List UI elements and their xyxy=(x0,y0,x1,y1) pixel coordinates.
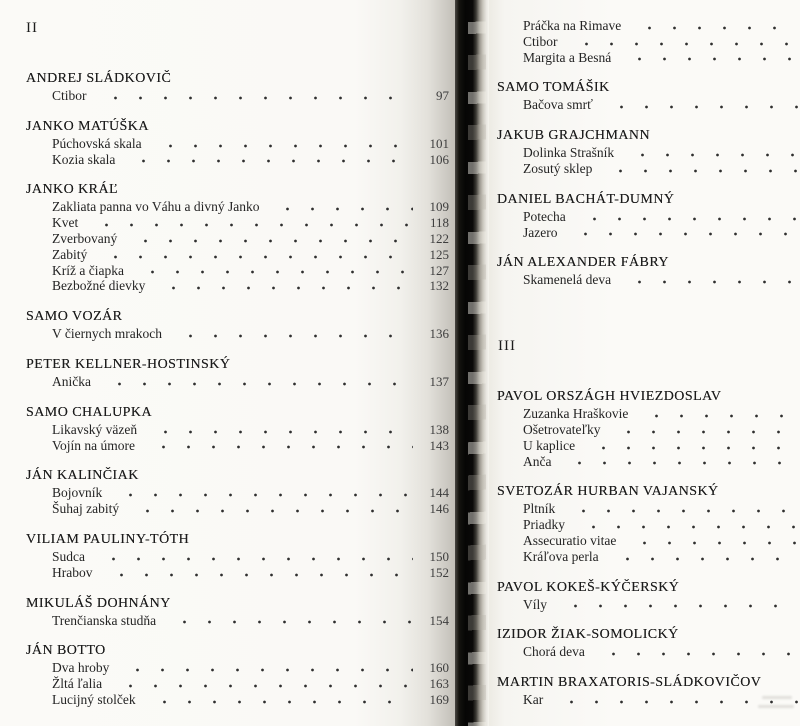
author-name: ANDREJ SLÁDKOVIČ xyxy=(26,71,172,86)
work-title: Zverbovaný xyxy=(52,230,118,246)
author-name: SAMO VOZÁR xyxy=(26,309,123,325)
work-title: Ctibor xyxy=(52,88,87,103)
toc-work-row xyxy=(497,406,800,422)
toc-work-row xyxy=(497,422,800,438)
toc-work-row xyxy=(497,50,800,66)
work-title: Bezbožné dievky xyxy=(52,278,146,294)
toc-entry xyxy=(26,467,449,517)
work-title: Zakliata panna vo Váhu a divný Janko xyxy=(52,199,260,215)
dot-leader xyxy=(108,485,413,501)
dot-leader xyxy=(93,247,413,263)
author-name: SAMO TOMÁŠIK xyxy=(497,80,610,96)
right-page-entries-part3 xyxy=(497,388,800,708)
dot-leader xyxy=(634,406,798,422)
toc-work-row xyxy=(26,374,449,390)
page-number: 138 xyxy=(429,421,449,437)
toc-work-row xyxy=(26,278,449,294)
section-label-iii: III xyxy=(498,338,516,355)
toc-work-row xyxy=(497,34,800,50)
author-name: JÁN KALINČIAK xyxy=(26,468,139,484)
author-name: IZIDOR ŽIAK-SOMOLICKÝ xyxy=(497,627,679,643)
work-title: Kríž a čiapka xyxy=(52,262,124,278)
toc-work-row xyxy=(497,272,800,288)
toc-work-row xyxy=(497,501,800,517)
work-title: Assecuratio vitae xyxy=(523,532,617,548)
work-title: Kozia skala xyxy=(52,151,116,167)
toc-work-row xyxy=(26,613,449,629)
dot-leader xyxy=(617,50,798,66)
toc-entry xyxy=(26,70,449,104)
toc-work-row xyxy=(497,438,800,454)
author-name: JÁN BOTTO xyxy=(26,643,106,659)
dot-leader xyxy=(557,454,798,470)
dot-leader xyxy=(142,692,413,708)
toc-work-row xyxy=(26,88,449,104)
section-label-ii: II xyxy=(26,20,38,36)
toc-work-row xyxy=(497,517,800,533)
work-title: Zosutý sklep xyxy=(523,160,593,176)
toc-entry xyxy=(497,254,800,288)
author-name: PAVOL KOKEŠ-KÝČERSKÝ xyxy=(497,579,680,595)
work-title: Skamenelá deva xyxy=(523,272,612,288)
dot-leader xyxy=(598,161,798,177)
work-title: Púchovská skala xyxy=(52,135,142,151)
work-title: Lucijný stolček xyxy=(52,691,136,707)
author-name: JAKUB GRAJCHMANN xyxy=(497,128,651,144)
toc-work-row xyxy=(26,247,449,263)
dot-leader xyxy=(581,438,798,454)
dot-leader xyxy=(620,145,798,161)
dot-leader xyxy=(97,374,413,390)
dot-leader xyxy=(571,517,798,533)
toc-entry xyxy=(497,127,800,177)
toc-work-row xyxy=(26,199,449,215)
work-title: Dolinka Strašník xyxy=(523,145,615,161)
toc-entry xyxy=(26,181,449,294)
work-title: Kráľova perla xyxy=(523,548,599,564)
dot-leader xyxy=(265,199,413,215)
toc-work-row xyxy=(26,501,449,517)
toc-entry xyxy=(497,191,800,241)
work-title: Víly xyxy=(523,596,548,612)
toc-entry xyxy=(497,388,800,469)
dot-leader xyxy=(93,88,413,104)
work-title: Anička xyxy=(52,373,91,389)
page-number: 118 xyxy=(429,215,449,231)
toc-work-row xyxy=(26,215,449,231)
dot-leader xyxy=(125,501,413,517)
dot-leader xyxy=(84,215,413,231)
author-name: MARTIN BRAXATORIS-SLÁDKOVIČOV xyxy=(497,675,762,691)
author-name: JÁN ALEXANDER FÁBRY xyxy=(497,255,669,271)
page-number: 136 xyxy=(429,326,449,342)
toc-work-row xyxy=(26,152,449,168)
work-title: Žltá ľalia xyxy=(52,676,103,692)
work-title: U kaplice xyxy=(523,437,576,453)
work-title: Ctibor xyxy=(523,33,558,49)
toc-work-row xyxy=(497,533,800,549)
author-name: JANKO KRÁĽ xyxy=(26,182,118,198)
toc-entry xyxy=(26,308,449,342)
page-number: 125 xyxy=(429,246,449,262)
work-title: Priadky xyxy=(523,517,565,533)
work-title: Vojín na úmore xyxy=(52,437,135,453)
work-title: Kar xyxy=(523,692,544,708)
toc-work-row xyxy=(26,136,449,152)
left-page-entries xyxy=(26,70,449,708)
page-number: 160 xyxy=(429,660,449,676)
toc-work-row xyxy=(497,644,800,660)
dot-leader xyxy=(599,97,798,113)
toc-entry xyxy=(497,79,800,113)
ink-bleed-smudge xyxy=(754,690,800,720)
work-title: Hrabov xyxy=(52,564,93,580)
toc-work-row xyxy=(497,18,800,34)
work-title: Pltník xyxy=(523,501,556,517)
toc-entry xyxy=(497,483,800,564)
toc-work-row xyxy=(26,692,449,708)
toc-work-row xyxy=(26,660,449,676)
toc-work-row xyxy=(497,161,800,177)
page-number: 150 xyxy=(429,548,449,564)
work-title: Likavský väzeň xyxy=(52,421,138,437)
right-page xyxy=(489,0,800,726)
page-number: 154 xyxy=(429,612,449,628)
page-number: 97 xyxy=(436,88,449,103)
dot-leader xyxy=(99,565,414,581)
toc-entry xyxy=(497,626,800,660)
author-name: MIKULÁŠ DOHNÁNY xyxy=(26,595,171,611)
page-deckle-edge xyxy=(468,0,486,726)
dot-leader xyxy=(572,209,798,225)
dot-leader xyxy=(591,644,798,660)
work-title: Kvet xyxy=(52,215,79,231)
toc-entry xyxy=(26,531,449,581)
dot-leader xyxy=(564,34,798,50)
page-number: 169 xyxy=(429,691,449,707)
dot-leader xyxy=(605,549,798,565)
work-title: Bojovník xyxy=(52,485,103,501)
author-name: JANKO MATÚŠKA xyxy=(26,118,149,134)
dot-leader xyxy=(606,422,798,438)
work-title: Bačova smrť xyxy=(523,97,593,113)
author-name: DANIEL BACHÁT-DUMNÝ xyxy=(497,191,675,207)
dot-leader xyxy=(115,660,413,676)
page-number: 122 xyxy=(429,230,449,246)
page-number: 132 xyxy=(429,278,449,294)
dot-leader xyxy=(627,18,798,34)
page-number: 106 xyxy=(429,151,449,167)
page-number: 163 xyxy=(429,676,449,692)
work-title: Zabitý xyxy=(52,246,88,262)
work-title: Ošetrovateľky xyxy=(523,421,601,437)
dot-leader xyxy=(162,613,413,629)
author-name: VILIAM PAULINY-TÓTH xyxy=(26,531,190,547)
right-page-entries-part2 xyxy=(497,79,800,288)
work-title: Chorá deva xyxy=(523,644,585,660)
work-title: Práčka na Rimave xyxy=(523,18,622,33)
toc-entry xyxy=(26,356,449,390)
page-number: 127 xyxy=(429,262,449,278)
toc-work-row xyxy=(26,422,449,438)
toc-work-row xyxy=(497,97,800,113)
toc-work-row xyxy=(497,225,800,241)
work-title: Zuzanka Hraškovie xyxy=(523,406,629,422)
page-number: 152 xyxy=(429,564,449,580)
toc-entry xyxy=(26,595,449,629)
dot-leader xyxy=(561,501,798,517)
toc-work-row xyxy=(26,676,449,692)
work-title: Trenčianska studňa xyxy=(52,612,157,628)
dot-leader xyxy=(622,533,798,549)
work-title: Anča xyxy=(523,453,552,469)
author-name: SVETOZÁR HURBAN VAJANSKÝ xyxy=(497,484,719,500)
page-number: 144 xyxy=(429,485,449,501)
dot-leader xyxy=(143,422,413,438)
toc-work-row xyxy=(26,231,449,247)
toc-work-row xyxy=(26,485,449,501)
page-number: 109 xyxy=(429,199,449,215)
toc-entry xyxy=(497,579,800,613)
page-number: 143 xyxy=(429,437,449,453)
toc-work-row xyxy=(26,263,449,279)
work-title: Jazero xyxy=(523,224,558,240)
dot-leader xyxy=(563,225,798,241)
page-number: 101 xyxy=(429,135,449,151)
dot-leader xyxy=(123,231,413,247)
work-title: V čiernych mrakoch xyxy=(52,326,162,342)
toc-work-row xyxy=(497,209,800,225)
dot-leader xyxy=(130,263,413,279)
dot-leader xyxy=(553,597,798,613)
page-number: 137 xyxy=(429,373,449,389)
dot-leader xyxy=(91,549,413,565)
work-title: Dva hroby xyxy=(52,660,110,676)
toc-work-row xyxy=(497,145,800,161)
dot-leader xyxy=(121,152,413,168)
work-title: Potecha xyxy=(523,208,566,224)
toc-entry xyxy=(26,404,449,454)
toc-work-row xyxy=(26,438,449,454)
author-name: PETER KELLNER-HOSTINSKÝ xyxy=(26,356,231,372)
dot-leader xyxy=(148,136,413,152)
dot-leader xyxy=(168,326,413,342)
toc-work-row xyxy=(497,549,800,565)
toc-work-row xyxy=(497,454,800,470)
toc-work-row xyxy=(26,565,449,581)
continuation-entries xyxy=(497,18,800,65)
work-title: Šuhaj zabitý xyxy=(52,501,120,517)
work-title: Margita a Besná xyxy=(523,49,612,65)
author-name: SAMO CHALUPKA xyxy=(26,404,153,420)
work-title: Sudca xyxy=(52,548,85,564)
dot-leader xyxy=(617,272,798,288)
dot-leader xyxy=(151,278,413,294)
toc-entry xyxy=(26,118,449,168)
dot-leader xyxy=(108,676,413,692)
page-number: 146 xyxy=(429,501,449,517)
toc-work-row xyxy=(26,549,449,565)
author-name: PAVOL ORSZÁGH HVIEZDOSLAV xyxy=(497,389,722,405)
dot-leader xyxy=(141,438,413,454)
toc-work-row xyxy=(26,326,449,342)
toc-entry xyxy=(26,642,449,707)
toc-work-row xyxy=(497,597,800,613)
